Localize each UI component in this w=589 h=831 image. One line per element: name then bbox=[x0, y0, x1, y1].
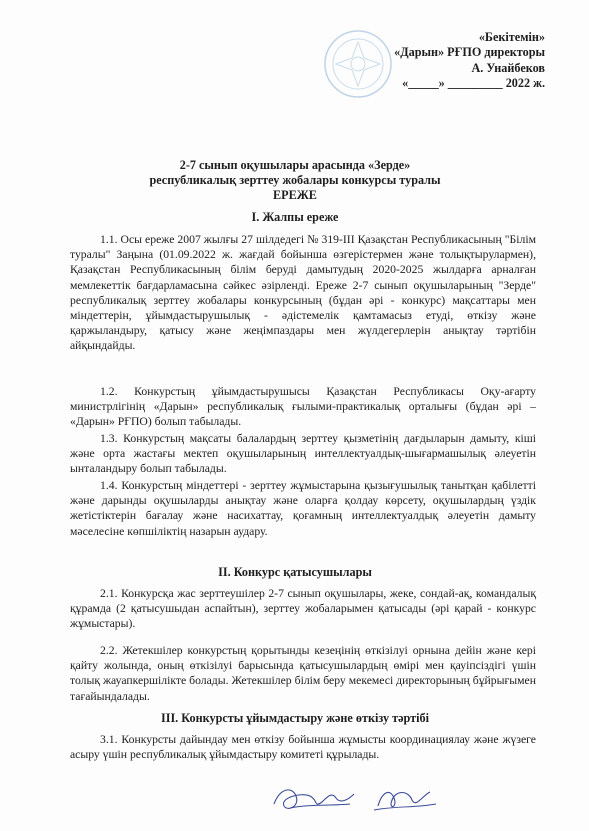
paragraph-1-2: 1.2. Конкурстың ұйымдастырушысы Қазақстан Республикасы Оқу-ағарту министрлігінің «Дарын» республикалық ғылыми-практикалық орталығы (бұдан әрі – «Дарын» РҒПО) болып табылады. bbox=[70, 385, 536, 429]
paragraph-2-2: 2.2. Жетекшілер конкурстың қорытынды кезеңінің өткізілуі орнына дейін және кері қайту жолында, оның өткізілуі барысында қатысушылардың өмірі мен қауіпсіздігі үшін толық жауапкершілікте болады. Жетекшілер білім беру мекемесі директорының бұйрығымен тағайындалады. bbox=[70, 644, 536, 703]
paragraph-2-1: 2.1. Конкурсқа жас зерттеушілер 2-7 сынып оқушылары, жеке, сондай-ақ, командалық құрамда (2 қатысушыдан аспайтын), зерттеу жобаларымен қатысады (әрі қарай - конкурс жұмыстары). bbox=[70, 587, 536, 631]
title-line-3: ЕРЕЖЕ bbox=[273, 188, 317, 202]
document-title bbox=[60, 158, 530, 203]
approval-line-4: «_____» _________ 2022 ж. bbox=[402, 75, 545, 90]
title-line-2: республикалық зерттеу жобалары конкурсы туралы bbox=[149, 173, 441, 187]
approval-line-3: А. Унайбеков bbox=[471, 60, 545, 75]
approval-line-2: «Дарын» РҒПО директоры bbox=[394, 45, 545, 60]
paragraph-3-1: 3.1. Конкурсты дайындау мен өткізу бойынша жұмысты координациялау және жүзеге асыру үшін республикалық ұйымдастыру комитеті құрылады. bbox=[70, 733, 536, 762]
section-heading-3: III. Конкурсты ұйымдастыру және өткізу тәртібі bbox=[160, 711, 430, 725]
approval-block bbox=[315, 30, 545, 91]
title-line-1: 2-7 сынып оқушылары арасында «Зерде» bbox=[179, 158, 411, 172]
paragraph-1-1: 1.1. Осы ереже 2007 жылғы 27 шілдедегі № 319-ІІІ Қазақстан Республикасының "Білім туралы" Заңына (01.09.2022 ж. жағдай бойынша өзгерістермен және толықтырулармен), Қазақстан Республикасының білім беруді дамытудың 2020-2025 жылдарға арналған мемлекеттік бағдарламасына сәйкес әзірленді. Ереже 2-7 сынып оқушыларының "Зерде" республикалық зерттеу жобалары конкурсының (бұдан әрі - конкурс) мақсаттары мен міндеттерін, ұйымдастырушылық - әдістемелік қамтамасыз етуді, өткізу және қаржыландыру, қатысу және жеңімпаздары мен жүлдегерлерін анықтау тәртібін айқындайды. bbox=[70, 233, 536, 353]
paragraph-1-3: 1.3. Конкурстың мақсаты балалардың зерттеу қызметінің дағдыларын дамыту, кіші және орта жастағы мектеп оқушыларының интеллектуалдық-шығармашылық әлеуетін ынталандыру болып табылады. bbox=[70, 432, 536, 476]
approval-line-1: «Бекітемін» bbox=[478, 30, 545, 44]
paragraph-1-4: 1.4. Конкурстың міндеттері - зерттеу жұмыстарына қызығушылық танытқан қабілетті және дарынды оқушыларды анықтау және оларға қолдау көрсету, оқушылардың үздік жетістіктерін бағалау және насихаттау, қоғамның интеллектуалдық әлеуетін дамыту мәселесіне көпшіліктің назарын аудару. bbox=[70, 479, 536, 538]
handwritten-signatures-icon bbox=[270, 778, 440, 820]
section-heading-2: II. Конкурс қатысушылары bbox=[218, 565, 372, 579]
section-heading-1: I. Жалпы ереже bbox=[251, 210, 339, 224]
